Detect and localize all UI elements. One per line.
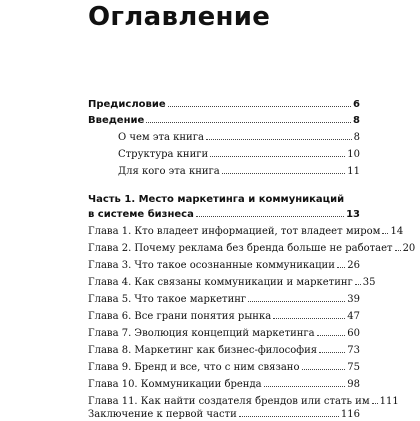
dot-leader xyxy=(210,147,345,157)
toc-page-number: 26 xyxy=(347,260,360,271)
toc-page-number: 13 xyxy=(346,209,360,220)
toc-entry-label: Предисловие xyxy=(88,99,166,110)
toc-entry-chapter-2[interactable] xyxy=(88,241,416,255)
toc-page-number: 75 xyxy=(347,362,360,373)
toc-entry-chapter-4[interactable] xyxy=(88,275,376,289)
toc-entry-about-book[interactable] xyxy=(118,130,360,144)
dot-leader xyxy=(395,241,401,251)
toc-entry-chapter-7[interactable] xyxy=(88,326,360,340)
dot-leader xyxy=(372,394,378,404)
dot-leader xyxy=(273,309,345,319)
toc-page-number: 8 xyxy=(353,115,360,126)
toc-page-number: 47 xyxy=(347,311,360,322)
toc-entry-label: Глава 4. Как связаны коммуникации и маркетинг xyxy=(88,277,353,288)
toc-entry-label: Структура книги xyxy=(118,149,209,160)
toc-entry-chapter-11[interactable] xyxy=(88,394,399,408)
toc-entry-chapter-6[interactable] xyxy=(88,309,360,323)
dot-leader xyxy=(317,326,346,336)
toc-entry-label: в системе бизнеса xyxy=(88,209,194,220)
toc-entry-introduction[interactable] xyxy=(88,113,360,127)
toc-entry-chapter-5[interactable] xyxy=(88,292,360,306)
toc-page-number: 35 xyxy=(362,277,376,288)
dot-leader xyxy=(337,258,345,268)
toc-entry-preface[interactable] xyxy=(88,97,360,111)
part-1-heading[interactable]: Часть 1. Место маркетинга и коммуникаций xyxy=(88,194,345,205)
dot-leader xyxy=(302,360,346,370)
toc-entry-label: Глава 3. Что такое осознанные коммуникации xyxy=(88,260,335,271)
toc-entry-label: Глава 7. Эволюция концепций маркетинга xyxy=(88,328,315,339)
dot-leader xyxy=(248,292,345,302)
toc-entry-chapter-10[interactable] xyxy=(88,377,360,391)
toc-page-number: 20 xyxy=(402,243,416,254)
toc-entry-chapter-1[interactable] xyxy=(88,224,404,238)
toc-entry-chapter-8[interactable] xyxy=(88,343,360,357)
dot-leader xyxy=(196,207,344,217)
toc-entry-label: Глава 6. Все грани понятия рынка xyxy=(88,311,272,322)
toc-entry-chapter-3[interactable] xyxy=(88,258,360,272)
toc-page-number: 14 xyxy=(390,226,404,237)
toc-entry-audience[interactable] xyxy=(118,164,360,178)
toc-entry-part-1[interactable] xyxy=(88,207,360,221)
dot-leader xyxy=(168,97,351,107)
dot-leader xyxy=(355,275,361,285)
dot-leader xyxy=(146,113,351,123)
toc-page-number: 6 xyxy=(353,99,360,110)
toc-page-number: 8 xyxy=(353,132,360,143)
toc-entry-chapter-9[interactable] xyxy=(88,360,360,374)
toc-entry-label: Заключение к первой части xyxy=(88,409,237,420)
page-title: Оглавление xyxy=(88,2,271,32)
dot-leader xyxy=(382,224,388,234)
toc-entry-label: Глава 2. Почему реклама без бренда больше не работает xyxy=(88,243,393,254)
toc-entry-label: Глава 10. Коммуникации бренда xyxy=(88,379,262,390)
dot-leader xyxy=(264,377,346,387)
dot-leader xyxy=(206,130,352,140)
toc-page-number: 98 xyxy=(347,379,360,390)
toc-entry-label: Глава 5. Что такое маркетинг xyxy=(88,294,247,305)
toc-page-number: 73 xyxy=(347,345,360,356)
toc-page-number: 116 xyxy=(340,409,360,420)
toc-entry-label: Глава 1. Кто владеет информацией, тот владеет миром xyxy=(88,226,381,237)
toc-page-number: 11 xyxy=(347,166,360,177)
toc-entry-label: Для кого эта книга xyxy=(118,166,220,177)
dot-leader xyxy=(239,407,339,417)
toc-entry-label: О чем эта книга xyxy=(118,132,204,143)
dot-leader xyxy=(319,343,345,353)
toc-entry-label: Глава 8. Маркетинг как бизнес-философия xyxy=(88,345,318,356)
toc-entry-part-1-conclusion[interactable] xyxy=(88,407,360,421)
toc-entry-structure[interactable] xyxy=(118,147,360,161)
toc-entry-label: Глава 9. Бренд и все, что с ним связано xyxy=(88,362,300,373)
toc-page-number: 60 xyxy=(347,328,360,339)
dot-leader xyxy=(222,164,346,174)
toc-entry-label: Глава 11. Как найти создателя брендов или стать им xyxy=(88,396,370,407)
toc-entry-label: Введение xyxy=(88,115,145,126)
toc-page-number: 39 xyxy=(347,294,360,305)
toc-page-number: 10 xyxy=(347,149,360,160)
toc-page-number: 111 xyxy=(379,396,399,407)
